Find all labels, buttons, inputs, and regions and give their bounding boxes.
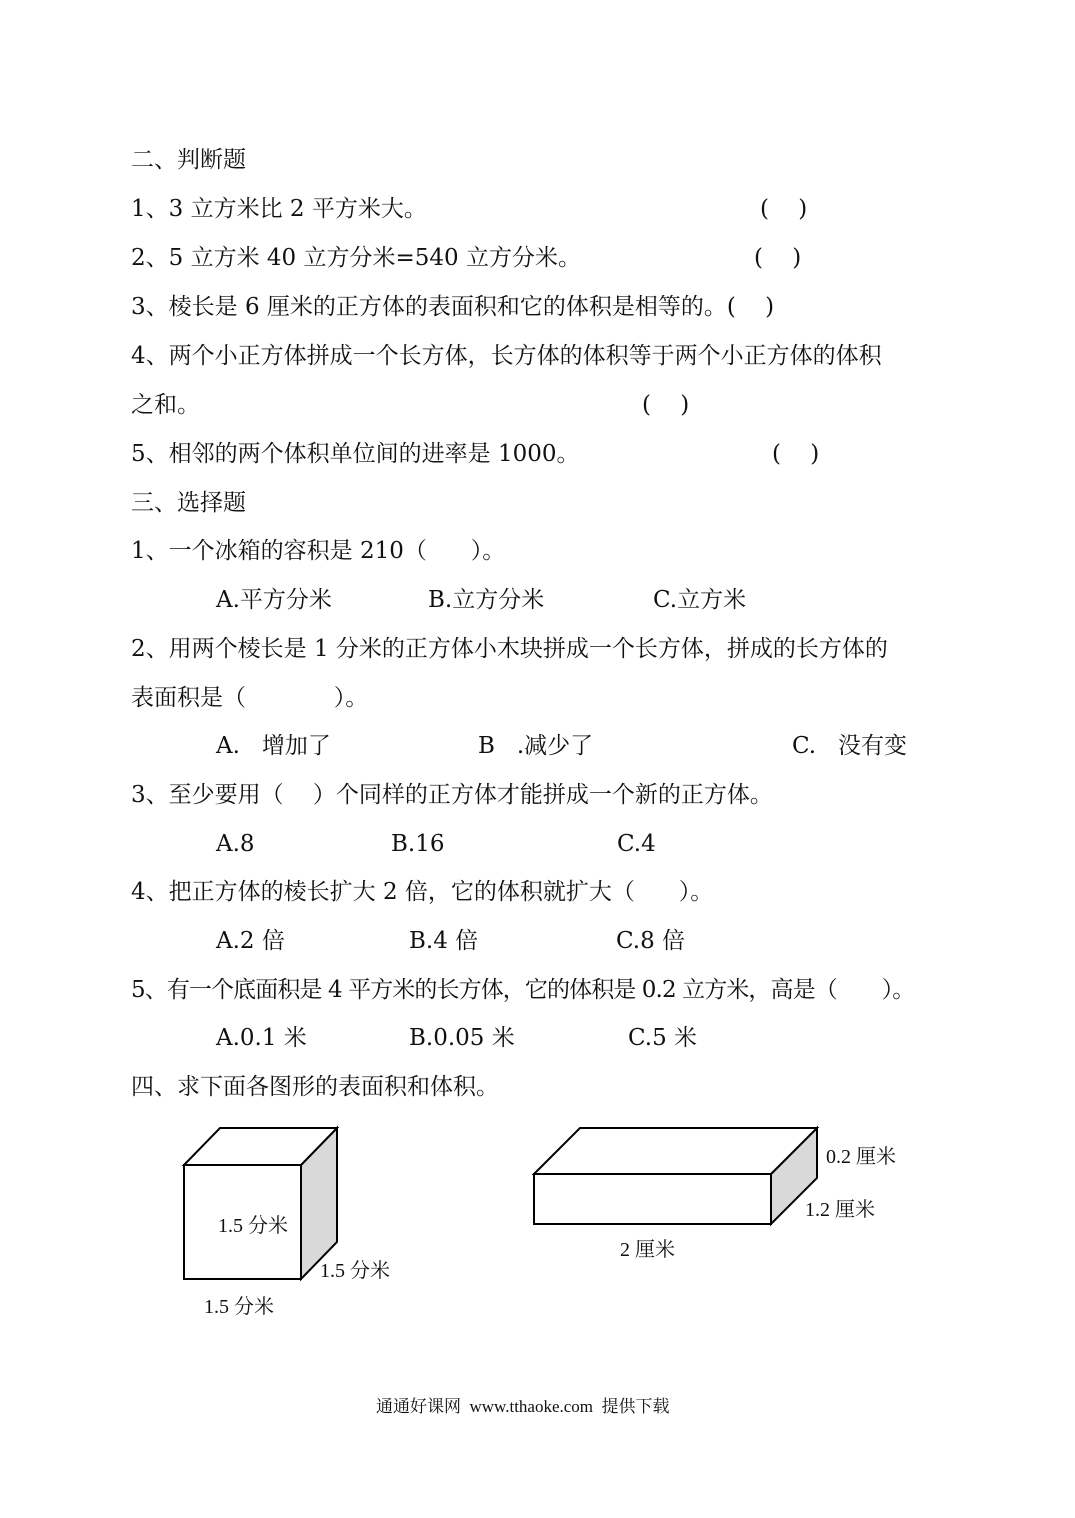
choice-q2-line2: 表面积是（ ）。 [131,685,369,711]
judge-q4-line2: 之和。 [131,392,200,418]
cube-depth-label: 1.5 分米 [320,1260,390,1282]
cuboid-front-face [534,1174,771,1224]
judge-q5-answer-paren[interactable]: ( ) [772,441,820,467]
judge-q1-text: 1、3 立方米比 2 平方米大。 [131,196,427,222]
choice-q3-option-b[interactable]: B.16 [391,831,445,857]
choice-q4-option-c[interactable]: C.8 倍 [616,928,686,954]
choice-q3-option-c[interactable]: C.4 [617,831,656,857]
section-3-title: 三、选择题 [131,490,246,516]
section-2-title: 二、判断题 [131,147,246,173]
cube-width-label: 1.5 分米 [204,1296,274,1318]
choice-q5-text: 5、有一个底面积是 4 平方米的长方体，它的体积是 0.2 立方米，高是（ ）。 [131,977,915,1003]
choice-q2-line1: 2、用两个棱长是 1 分米的正方体小木块拼成一个长方体，拼成的长方体的 [131,636,888,662]
judge-q4-answer-paren[interactable]: ( ) [642,392,690,418]
judge-q4-line1: 4、两个小正方体拼成一个长方体，长方体的体积等于两个小正方体的体积 [131,343,882,369]
cuboid-depth-label: 1.2 厘米 [805,1199,875,1221]
judge-q5-text: 5、相邻的两个体积单位间的进率是 1000。 [131,441,580,467]
choice-q1-option-b[interactable]: B.立方分米 [428,587,545,613]
judge-q3-text: 3、棱长是 6 厘米的正方体的表面积和它的体积是相等的。( ) [131,294,775,320]
cuboid-length-label: 2 厘米 [620,1239,675,1261]
judge-q1-answer-paren[interactable]: ( ) [760,196,808,222]
choice-q1-option-a[interactable]: A.平方分米 [216,587,332,613]
choice-q1-text: 1、一个冰箱的容积是 210（ ）。 [131,538,506,564]
cuboid-figure [534,1128,817,1224]
judge-q2-text: 2、5 立方米 40 立方分米=540 立方分米。 [131,245,581,271]
choice-q1-option-c[interactable]: C.立方米 [653,587,747,613]
choice-q5-option-b[interactable]: B.0.05 米 [409,1025,515,1051]
cuboid-top-face [534,1128,817,1174]
section-4-title: 四、求下面各图形的表面积和体积。 [131,1074,499,1100]
choice-q3-option-a[interactable]: A.8 [216,831,255,857]
judge-q2-answer-paren[interactable]: ( ) [754,245,802,271]
choice-q2-option-c[interactable]: C. 没有变 [792,733,908,759]
choice-q5-option-a[interactable]: A.0.1 米 [216,1025,307,1051]
choice-q5-option-c[interactable]: C.5 米 [628,1025,698,1051]
cube-figure [184,1128,337,1279]
footer-credit: 通通好课网 www.tthaoke.com 提供下载 [376,1397,670,1416]
cuboid-height-label: 0.2 厘米 [826,1146,896,1168]
choice-q4-option-a[interactable]: A.2 倍 [216,928,285,954]
choice-q2-option-a[interactable]: A. 增加了 [216,733,331,759]
choice-q4-option-b[interactable]: B.4 倍 [409,928,479,954]
choice-q3-text: 3、至少要用（ ）个同样的正方体才能拼成一个新的正方体。 [131,782,773,808]
choice-q2-option-b[interactable]: B .减少了 [478,733,594,759]
cube-height-label: 1.5 分米 [218,1215,288,1237]
choice-q4-text: 4、把正方体的棱长扩大 2 倍，它的体积就扩大（ ）。 [131,879,714,905]
